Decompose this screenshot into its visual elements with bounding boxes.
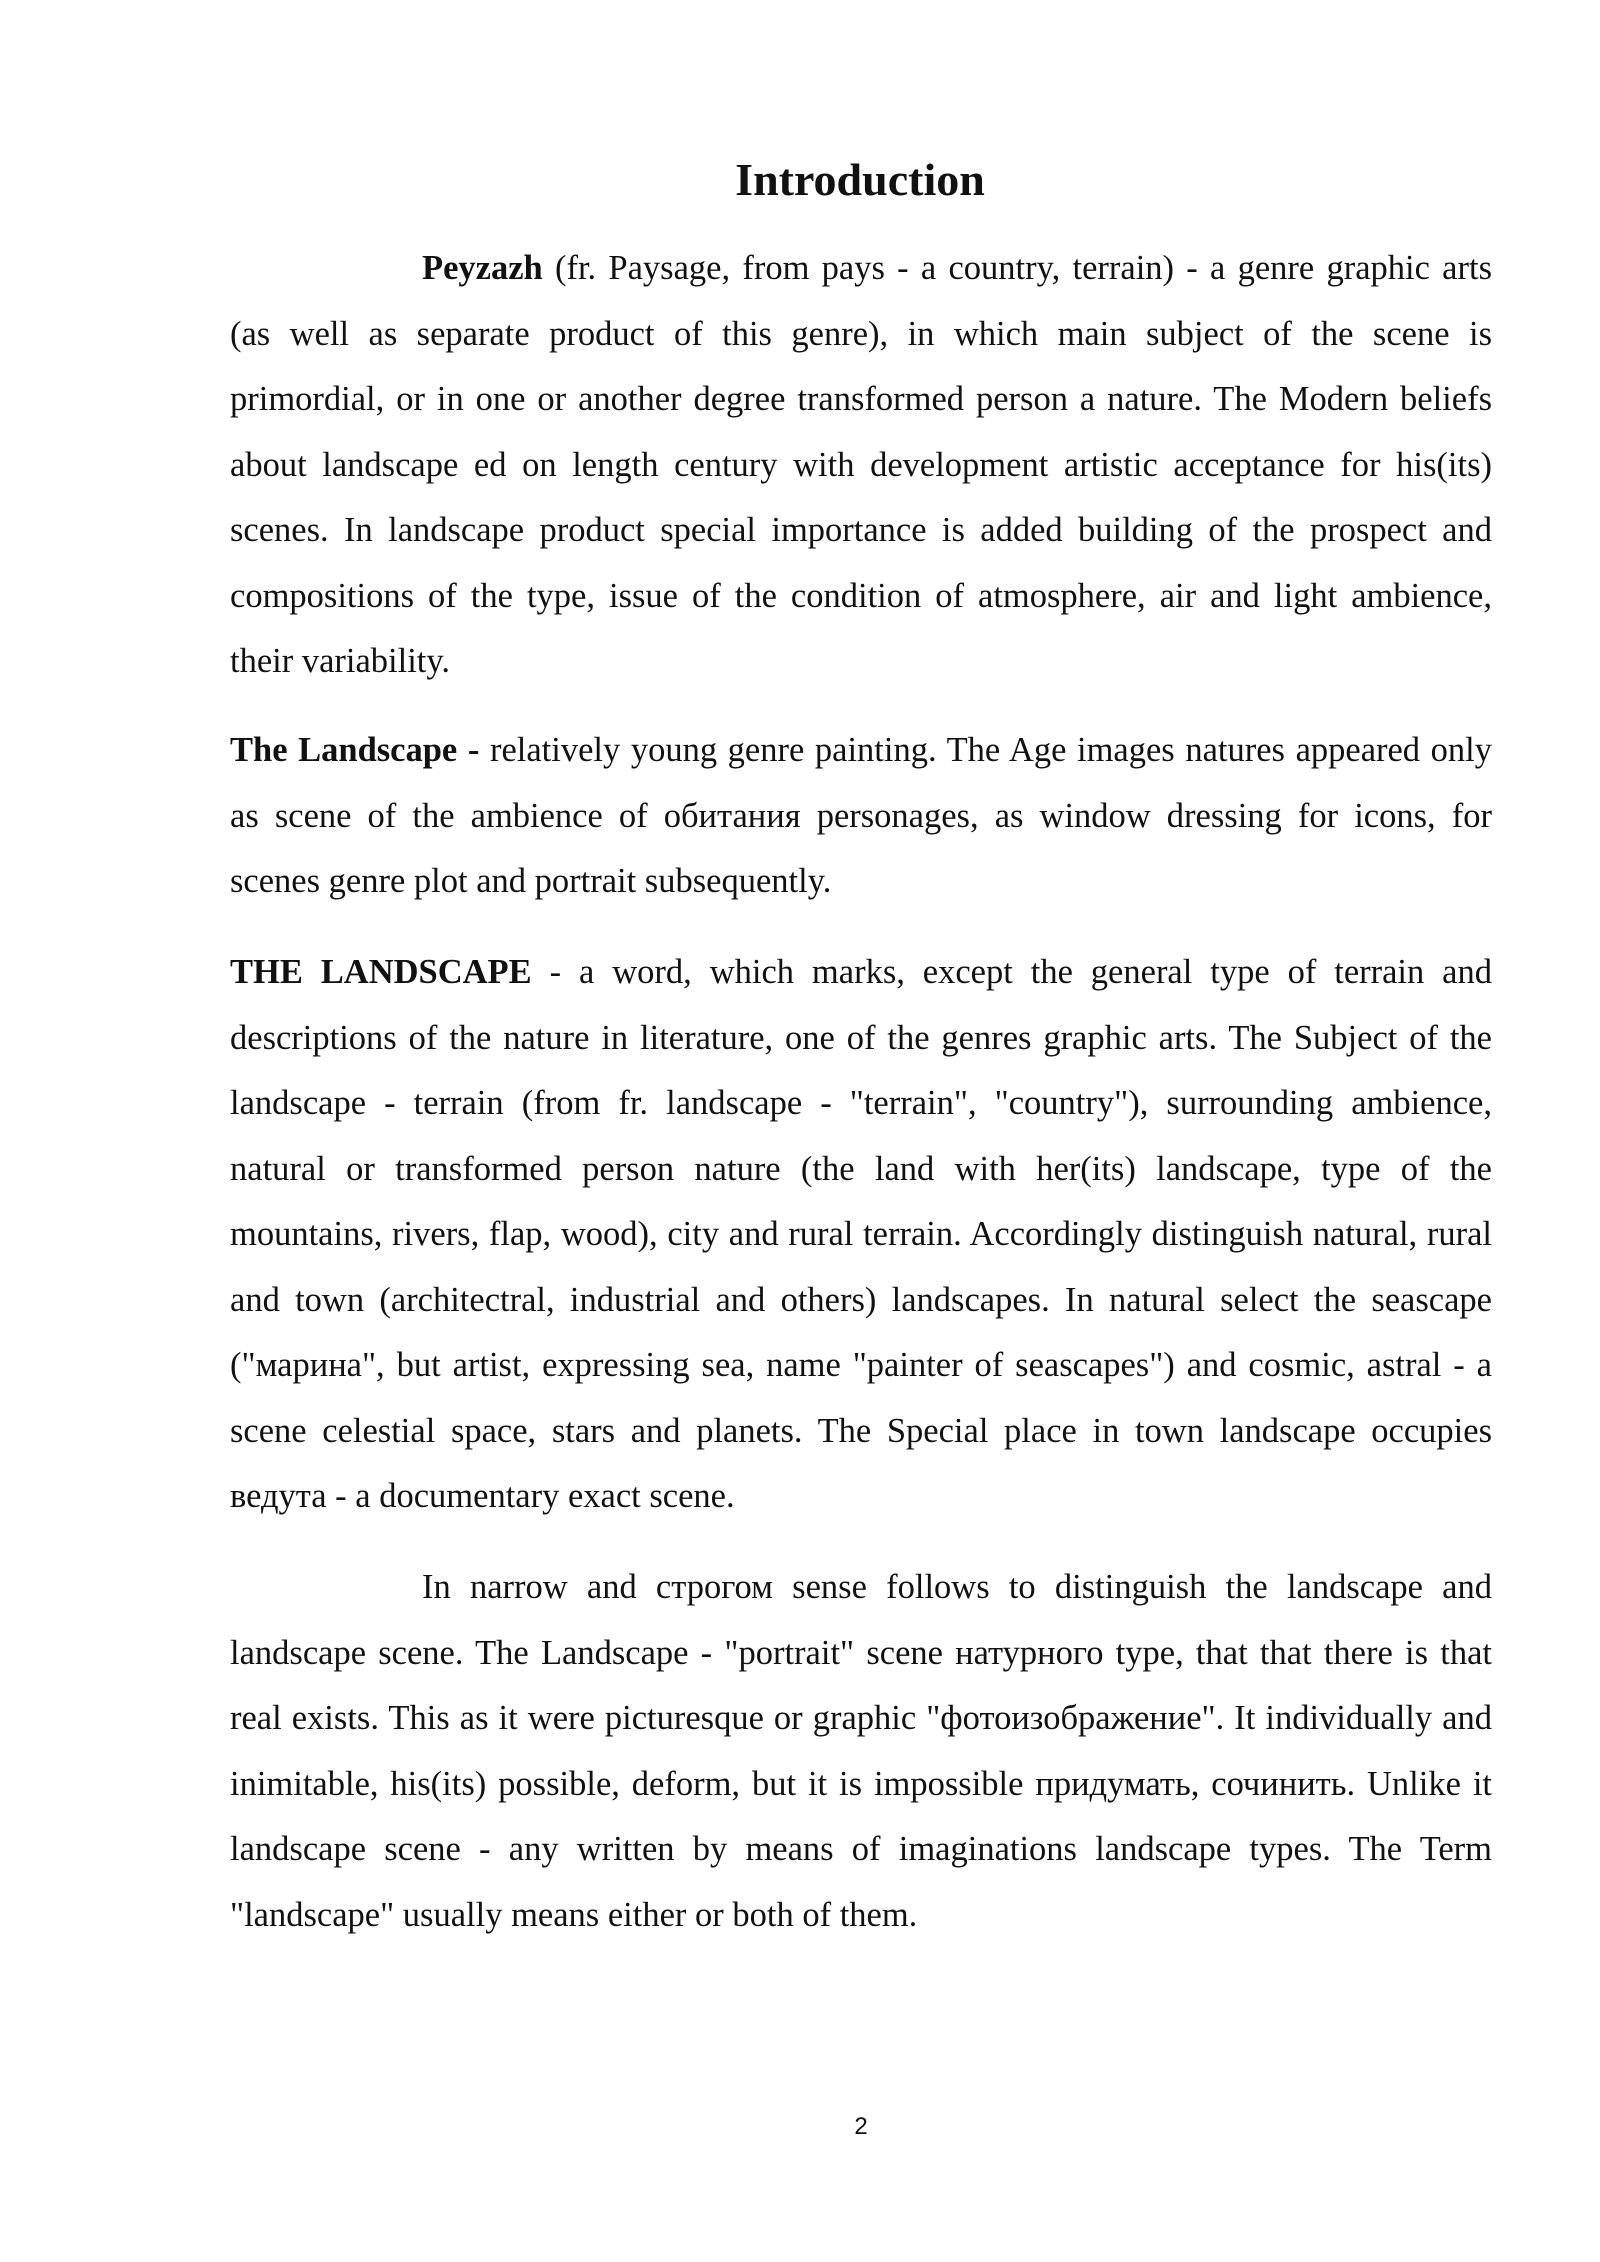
paragraph-lead-term: The Landscape - — [230, 731, 480, 769]
paragraph-the-landscape — [230, 718, 1492, 915]
paragraph-text: (fr. Paysage, from pays - a country, terrain) - a genre graphic arts (as well as separate product of this genre), in which main subject of the scene is primordial, or in one or another degree transformed person a nature. The Modern beliefs about landscape ed on length century with development artistic acceptance for his(its) scenes. In landscape product special importance is added building of the prospect and compositions of the type, issue of the condition of atmosphere, air and light ambience, their variability. — [230, 249, 1492, 680]
paragraph-text: relatively young genre painting. The Age images natures appeared only as scene of the ambience of обитания personages, as window dressing for icons, for scenes genre plot and portrait subsequently. — [230, 731, 1492, 900]
paragraph-lead-term: Peyzazh — [422, 249, 543, 287]
paragraph-peyzazh — [230, 236, 1492, 695]
paragraph-narrow-sense — [230, 1555, 1492, 1948]
page-number: 2 — [854, 2113, 868, 2140]
paragraph-lead-term: THE LANDSCAPE — [230, 953, 532, 991]
paragraph-text: - a word, which marks, except the general type of terrain and descriptions of the nature in literature, one of the genres graphic arts. The Subject of the landscape - terrain (from fr. landscape - "terrain", "country"), surrounding ambience, natural or transformed person nature (the land with her(its) landscape, type of the mountains, rivers, flap, wood), city and rural terrain. Accordingly distinguish natural, rural and town (architectral, industrial and others) landscapes. In natural select the seascape ("марина", but artist, expressing sea, name "painter of seascapes") and cosmic, astral - a scene celestial space, stars and planets. The Special place in town landscape occupies ведута - a documentary exact scene. — [230, 953, 1492, 1515]
paragraph-landscape-definition — [230, 940, 1492, 1530]
paragraph-text: In narrow and строгом sense follows to distinguish the landscape and landscape scene. The Landscape - "portrait" scene натурного type, that that there is that real exists. This as it were picturesque or graphic "фотоизображение". It individually and inimitable, his(its) possible, deform, but it is impossible придумать, сочинить. Unlike it landscape scene - any written by means of imaginations landscape types. The Term "landscape" usually means either or both of them. — [230, 1568, 1492, 1934]
page-title: Introduction — [735, 154, 985, 205]
